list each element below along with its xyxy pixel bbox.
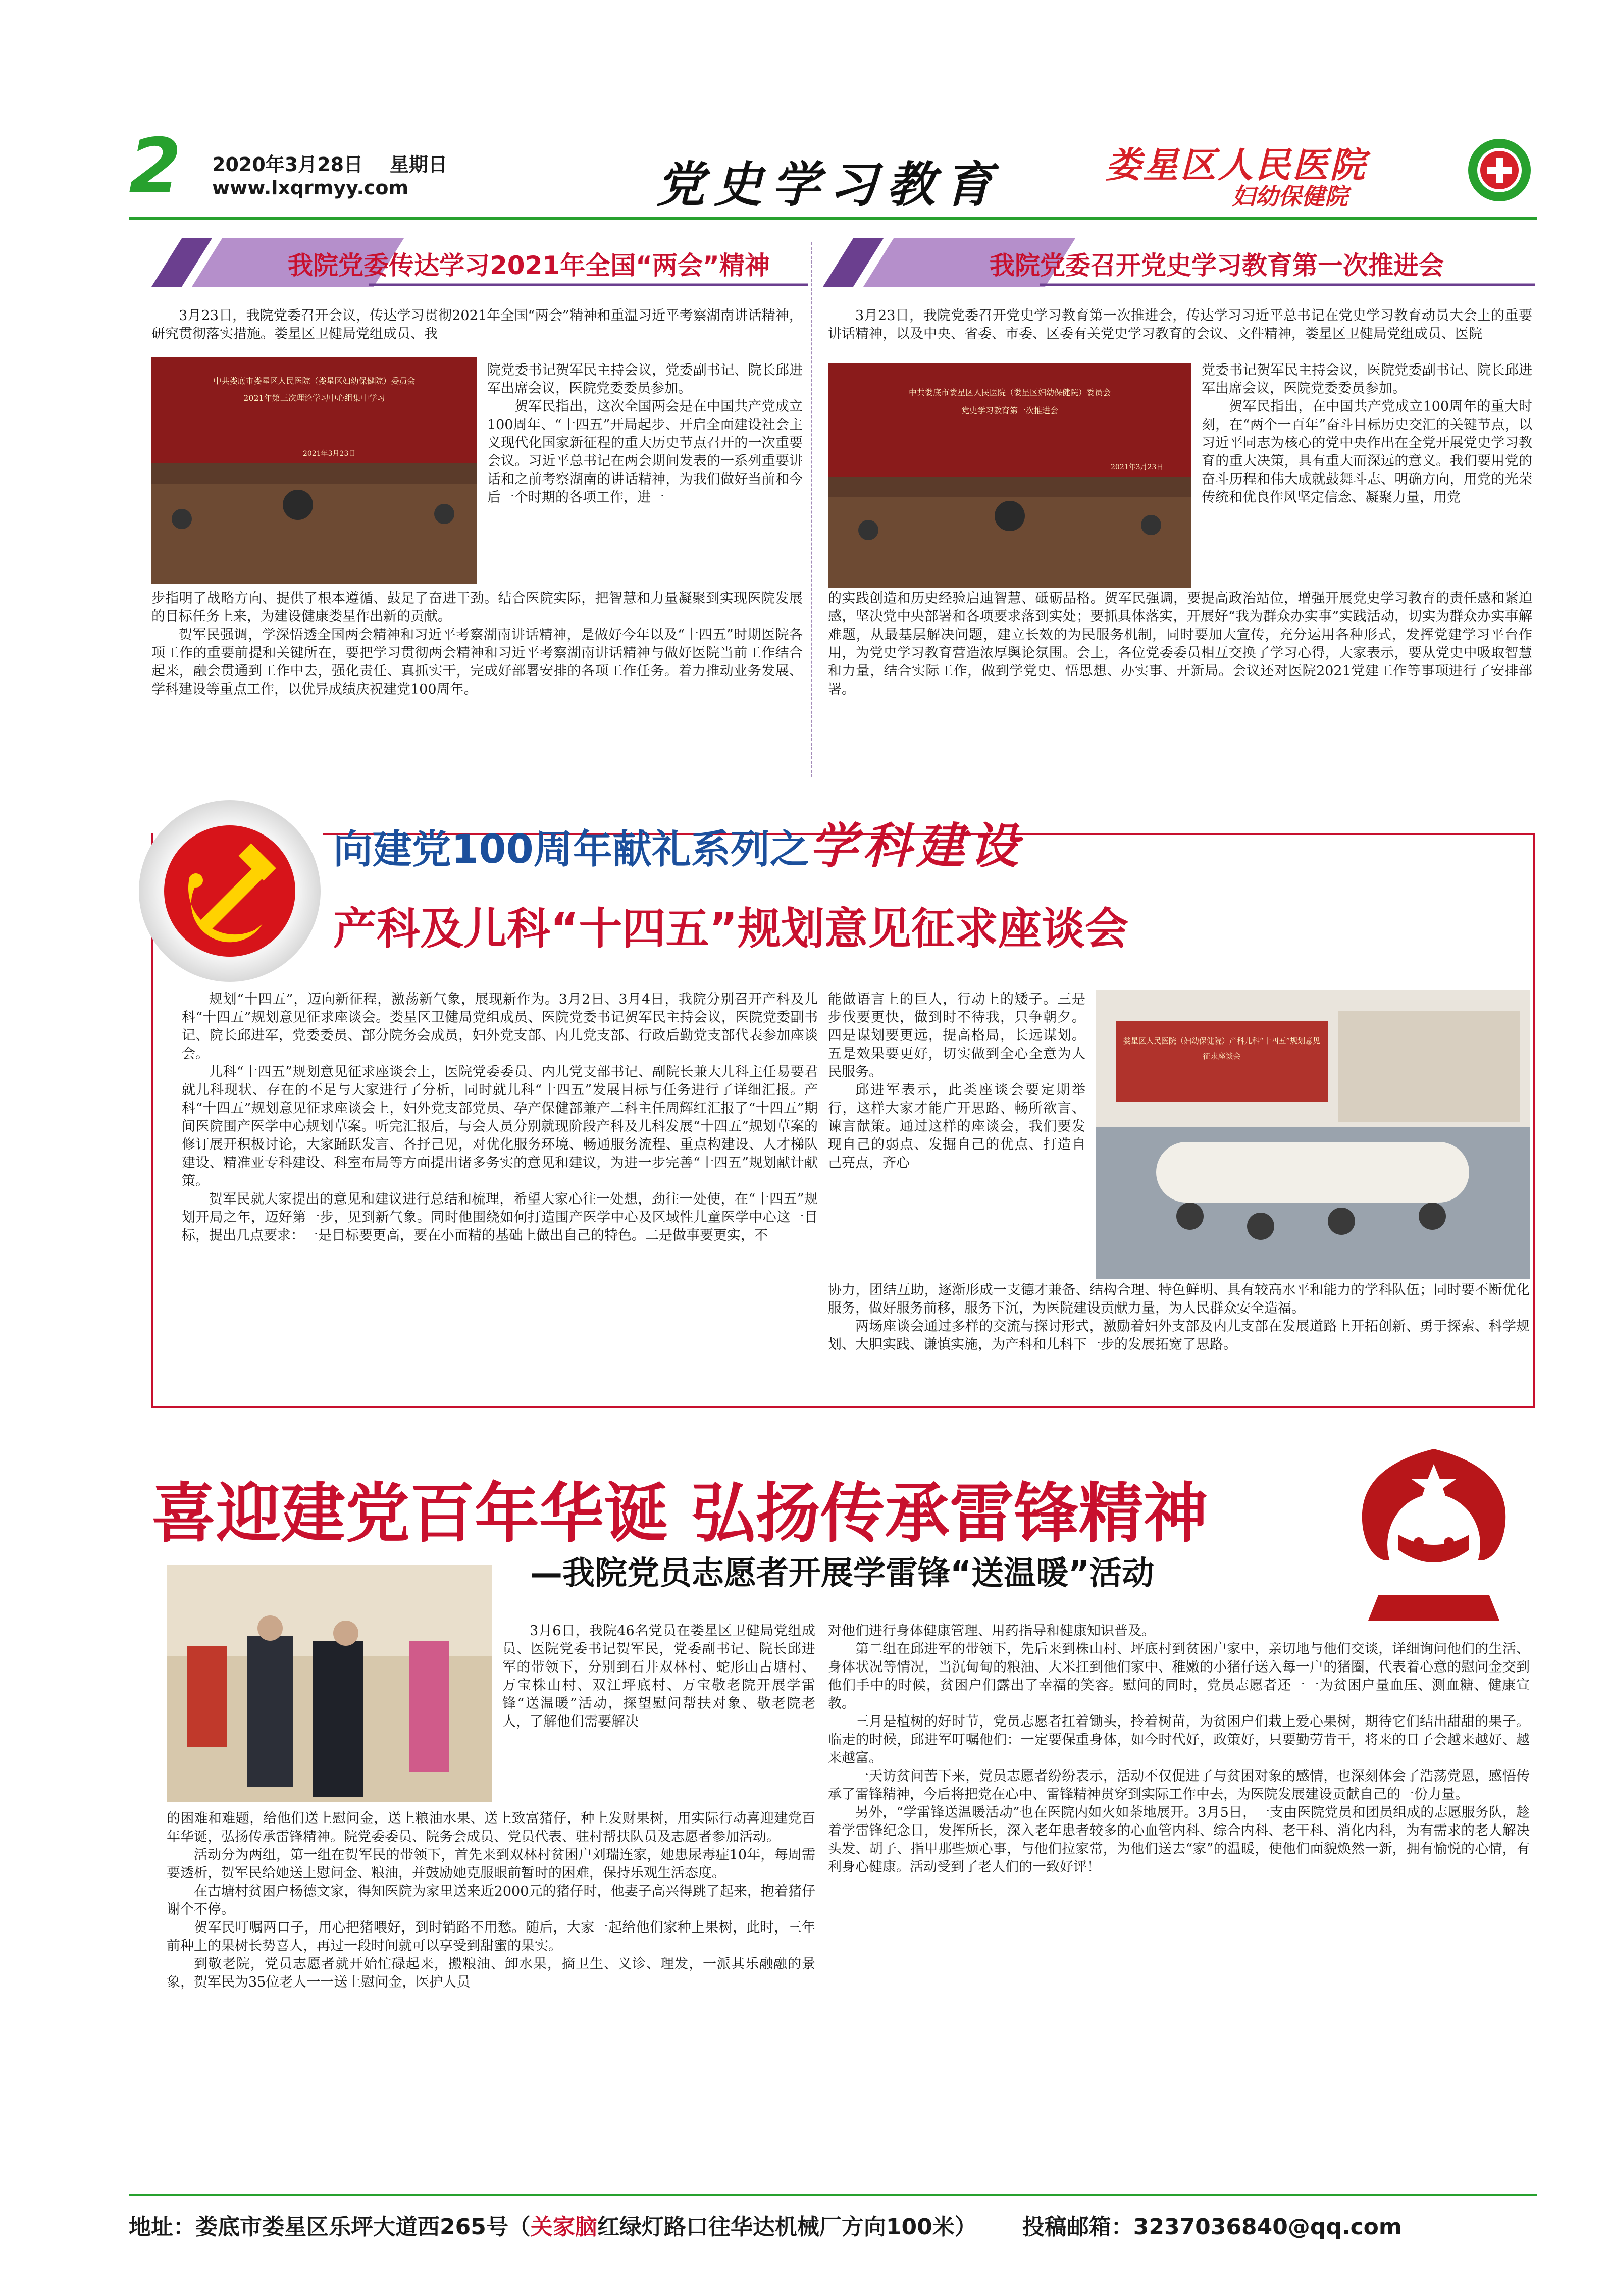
- leifeng-left-p1-a: 3月6日，我院46名党员在娄星区卫健局党组成员、医院党委书记贺军民，党委副书记、院长邱进军的带领下，分别到石井双林村、蛇形山古塘村、万宝株山村、双江坪底村、万宝敬老院开展学雷锋“送温暖”活动，探望慰问帮扶对象、敬老院老人，了解他们需要解决: [502, 1623, 815, 1730]
- feature-photo: [1096, 990, 1530, 1279]
- email-label: 投稿邮箱：: [1022, 2214, 1133, 2240]
- article1-lead: [151, 307, 803, 343]
- feature-left-p3: 贺军民就大家提出的意见和建议进行总结和梳理，希望大家心往一处想，劲往一处使，在“十四五”规划开局之年，迈好第一步，见到新气象。同时他围绕如何打造围产医学中心及区域性儿童医学中心这一目标，提出几点要求：一是目标要更高，要在小而精的基础上做出自己的特色。二是做事要更实，不: [182, 1191, 818, 1243]
- article2-photo-banner: 中共娄底市娄星区人民医院（娄星区妇幼保健院）委员会 党史学习教育第一次推进会: [908, 388, 1111, 415]
- article1-tail: [151, 590, 803, 699]
- article2-photo: [828, 363, 1191, 588]
- date-text: 2020年3月28日: [212, 153, 363, 176]
- article1-para1-a: 3月23日，我院党委召开会议，传达学习贯彻2021年全国“两会”精神和重温习近平考察湖南讲话精神，研究贯彻落实措施。娄星区卫健局党组成员、我: [151, 308, 803, 342]
- leifeng-subtitle: —我院党员志愿者开展学雷锋“送温暖”活动: [530, 1555, 1155, 1592]
- website-url: www.lxqrmyy.com: [212, 177, 409, 199]
- article2-title: 我院党委召开党史学习教育第一次推进会: [990, 251, 1444, 280]
- party-emblem-icon: [136, 798, 323, 984]
- hospital-logotype: [1106, 146, 1367, 209]
- feature-right-p2-b: 协力，团结互助，逐渐形成一支德才兼备、结构合理、特色鲜明、具有较高水平和能力的学科队伍；同时要不断优化服务，做好服务前移，服务下沉，为医院建设贡献力量，为人民群众安全造福。: [828, 1282, 1530, 1316]
- leifeng-right-col: [828, 1622, 1530, 1876]
- leifeng-right-p1: 第二组在邱进军的带领下，先后来到株山村、坪底村到贫困户家中，亲切地与他们交谈，详细询问他们的生活、身体状况等情况，当沉甸甸的粮油、大米扛到他们家中、稚嫩的小猪仔送入每一户的猪圈，代表着心意的慰问金交到他们手中的时候，贫困户们露出了幸福的笑容。慰问的同时，党员志愿者还一一为贫困户量血压、测血糖、健康宣教。: [828, 1641, 1530, 1711]
- leifeng-left-p5: 到敬老院，党员志愿者就开始忙碌起来，搬粮油、卸水果，摘卫生、义诊、理发，一派其乐融融的景象，贺军民为35位老人一一送上慰问金，医护人员: [167, 1956, 815, 1990]
- footer-rule: [129, 2194, 1537, 2196]
- leifeng-right-p2: 三月是植树的好时节，党员志愿者扛着锄头，拎着树苗，为贫困户们栽上爱心果树，期待它们结出甜甜的果子。临走的时候，邱进军叮嘱他们：一定要保重身体，如今时代好，政策好，只要勤劳肯干，将来的日子会越来越好、越来越富。: [828, 1714, 1530, 1766]
- article1-photo-banner: 中共娄底市娄星区人民医院（娄星区妇幼保健院）委员会 2021年第三次理论学习中心组集中学习: [213, 376, 416, 403]
- article2-photo-date: 2021年3月23日: [1111, 463, 1164, 472]
- page-number: 2: [129, 123, 182, 211]
- feature-series: [333, 808, 1023, 877]
- feature-photo-banner: 娄星区人民医院（妇幼保健院）产科儿科“十四五”规划意见征求座谈会: [1123, 1036, 1321, 1061]
- article1-title: 我院党委传达学习2021年全国“两会”精神: [288, 251, 770, 280]
- article2-tail: [828, 590, 1532, 699]
- feature-left-p2: 儿科“十四五”规划意见征求座谈会上，医院党委委员、内儿党支部书记、副院长兼大儿科主任易要君就儿科现状、存在的不足与大家进行了分析，同时就儿科“十四五”发展目标与任务进行了详细汇报。产科“十四五”规划意见征求座谈会上，妇外党支部党员、孕产保健部兼产二科主任周辉红汇报了“十四五”期间医院围产医学中心规划草案。听完汇报后，与会人员分别就现阶段产科及儿科发展“十四五”规划草案的修订展开积极讨论，大家踊跃发言、各抒己见，对优化服务环境、畅通服务流程、重点构建设、人才梯队建设、精准亚专科建设、科室布局等方面提出诸多务实的意见和建议，为进一步完善“十四五”规划献计献策。: [182, 1064, 818, 1189]
- article2-para1-b: 党委书记贺军民主持会议，医院党委副书记、院长邱进军出席会议，医院党委委员参加。: [1202, 362, 1532, 396]
- address-part2: 红绿灯路口往华达机械厂方向100米）: [597, 2214, 977, 2240]
- leifeng-left-p4: 贺军民叮嘱两口子，用心把猪喂好，到时销路不用愁。随后，大家一起给他们家种上果树，此时，三年前种上的果树长势喜人，再过一段时间就可以享受到甜蜜的果实。: [167, 1920, 815, 1954]
- leifeng-right-p3: 一天访贫问苦下来，党员志愿者纷纷表示，活动不仅促进了与贫困对象的感情，也深刻体会了浩荡党恩，感悟传承了雷锋精神，今后将把党在心中、雷锋精神贯穿到实际工作中去，为医院发展建设贡献自己的一份力量。: [828, 1768, 1530, 1802]
- leifeng-left-wide: [167, 1810, 815, 1992]
- header-rule: [129, 217, 1537, 220]
- leifeng-left-p1-b: 的困难和难题，给他们送上慰问金，送上粮油水果、送上致富猪仔，种上发财果树，用实际行动喜迎建党百年华诞，弘扬传承雷锋精神。院党委委员、院务会成员、党员代表、驻村帮扶队员及志愿者参加活动。: [167, 1811, 815, 1845]
- feature-right-narrow: [828, 990, 1085, 1172]
- weekday-text: 星期日: [390, 153, 448, 176]
- leifeng-right-p4: 另外，“学雷锋送温暖活动”也在医院内如火如荼地展开。3月5日，一支由医院党员和团员组成的志愿服务队，趁着学雷锋纪念日，发挥所长，深入老年患者较多的心血管内科、综合内科、老干科、消化内科，为有需求的老人解决头发、胡子、指甲那些烦心事，与他们拉家常，为他们送去“家”的温暖，使他们面貌焕然一新，拥有愉悦的心情，有利身心健康。活动受到了老人们的一致好评！: [828, 1805, 1530, 1875]
- hospital-emblem-icon: [1467, 137, 1532, 203]
- article1-title-band: [151, 238, 808, 287]
- email-address[interactable]: 3237036840@qq.com: [1133, 2214, 1402, 2240]
- section-title: 党史学习教育: [656, 156, 1002, 213]
- article2-title-band: [823, 238, 1535, 287]
- feature-series-prefix: 向建党100周年献礼系列之: [333, 827, 809, 872]
- feature-right-wide: [828, 1281, 1530, 1354]
- feature-right-p1: 能做语言上的巨人，行动上的矮子。三是步伐要更快，做到时不待我，只争朝夕。四是谋划要更远，提高格局，长远谋划。五是效果要更好，切实做到全心全意为人民服务。: [828, 992, 1085, 1080]
- feature-series-word: 学科建设: [809, 817, 1023, 874]
- leifeng-headline: 喜迎建党百年华诞 弘扬传承雷锋精神: [151, 1476, 1208, 1551]
- article2-para1-a: 3月23日，我院党委召开党史学习教育第一次推进会，传达学习习近平总书记在党史学习教育动员大会上的重要讲话精神，以及中央、省委、市委、区委有关党史学习教育的会议、文件精神，娄星区卫健局党组成员、医院: [828, 308, 1532, 342]
- leifeng-portrait-icon: [1333, 1429, 1535, 1621]
- issue-date: [212, 149, 447, 177]
- leifeng-left-p3: 在古塘村贫困户杨德文家，得知医院为家里送来近2000元的猪仔时，他妻子高兴得跳了起来，抱着猪仔谢个不停。: [167, 1884, 815, 1917]
- article1-photo: [151, 357, 477, 584]
- address-landmark: 关家脑: [530, 2214, 597, 2240]
- article1-para3: 贺军民强调，学深悟透全国两会精神和习近平考察湖南讲话精神，是做好今年以及“十四五”时期医院各项工作的重要前提和关键所在，要把学习贯彻两会精神和习近平考察湖南讲话精神与做好医院当前工作结合起来，融会贯通到工作中去，强化责任、真抓实干，完成好部署安排的各项工作任务。着力推动业务发展、学科建设等重点工作，以优异成绩庆祝建党100周年。: [151, 627, 803, 697]
- hospital-name: 娄星区人民医院: [1106, 144, 1367, 186]
- feature-right-p2-a: 邱进军表示，此类座谈会要定期举行，这样大家才能广开思路、畅所欲言、谏言献策。通过这样的座谈会，我们要发现自己的弱点、发掘自己的优点、打造自己亮点，齐心: [828, 1082, 1085, 1171]
- article2-para2-b: 的实践创造和历史经验启迪智慧、砥砺品格。贺军民强调，要提高政治站位，增强开展党史学习教育的责任感和紧迫感，坚决党中央部署和各项要求落到实处；要抓具体落实，开展好“我为群众办实事”实践活动，切实为群众办实事解难题，从最基层解决问题，建立长效的为民服务机制，同时要加大宣传，充分运用各种形式，发挥党建学习平台作用，为党史学习教育营造浓厚舆论氛围。会上，各位党委委员相互交换了学习心得，大家表示，要从党史中吸取智慧和力量，结合实际工作，做到学党史、悟思想、办实事、开新局。会议还对医院2021党建工作等事项进行了安排部署。: [828, 591, 1532, 697]
- feature-title: 产科及儿科“十四五”规划意见征求座谈会: [333, 904, 1129, 954]
- leifeng-right-p0: 对他们进行身体健康管理、用药指导和健康知识普及。: [828, 1623, 1155, 1639]
- hospital-subname: 妇幼保健院: [1232, 183, 1348, 210]
- leifeng-photo: [167, 1565, 492, 1802]
- article2-col: [1202, 361, 1532, 507]
- address-label: 地址：: [129, 2214, 195, 2240]
- leifeng-left-p2: 活动分为两组，第一组在贺军民的带领下，首先来到双林村贫困户刘瑞连家，她患尿毒症10年，每周需要透析，贺军民给她送上慰问金、粮油，并鼓励她克服眼前暂时的困难，保持乐观生活态度。: [167, 1847, 815, 1881]
- article1-para2-a: 贺军民指出，这次全国两会是在中国共产党成立100周年、“十四五”开局起步、开启全面建设社会主义现代化国家新征程的重大历史节点召开的一次重要会议。习近平总书记在两会期间发表的一系列重要讲话和之前考察湖南的讲话精神，为我们做好当前和今后一个时期的各项工作，进一: [487, 399, 803, 505]
- article1-para2-b: 步指明了战略方向、提供了根本遵循、鼓足了奋进干劲。结合医院实际，把智慧和力量凝聚到实现医院发展的目标任务上来，为建设健康娄星作出新的贡献。: [151, 591, 803, 624]
- article2-lead: [828, 307, 1532, 343]
- article1-col: [487, 361, 803, 507]
- footer: [129, 2209, 1532, 2241]
- leifeng-left-narrow: [502, 1622, 815, 1731]
- article1-para1-b: 院党委书记贺军民主持会议，党委副书记、院长邱进军出席会议，医院党委委员参加。: [487, 362, 803, 396]
- column-divider: [811, 242, 812, 777]
- feature-right-p3: 两场座谈会通过多样的交流与探讨形式，激励着妇外支部及内儿支部在发展道路上开拓创新、勇于探索、科学规划、大胆实践、谦慎实施，为产科和儿科下一步的发展拓宽了思路。: [828, 1319, 1530, 1352]
- article2-para2-a: 贺军民指出，在中国共产党成立100周年的重大时刻，在“两个一百年”奋斗目标历史交汇的关键节点，以习近平同志为核心的党中央作出在全党开展党史学习教育的重大决策，具有重大而深远的意义。我们要用党的奋斗历程和伟大成就鼓舞斗志、明确方向，用党的光荣传统和优良作风坚定信念、凝聚力量，用党: [1202, 399, 1532, 505]
- feature-left-p1: 规划“十四五”，迈向新征程，激荡新气象，展现新作为。3月2日、3月4日，我院分别召开产科及儿科“十四五”规划意见征求座谈会。娄星区卫健局党组成员、医院党委书记贺军民主持会议，医院党委副书记、院长邱进军，党委委员、部分院务会成员，妇外党支部、内儿党支部、行政后勤党支部代表参加座谈会。: [182, 992, 818, 1062]
- address-part1: 娄底市娄星区乐坪大道西265号（: [195, 2214, 531, 2240]
- feature-left-col: [182, 990, 818, 1245]
- article1-photo-date: 2021年3月23日: [303, 450, 356, 458]
